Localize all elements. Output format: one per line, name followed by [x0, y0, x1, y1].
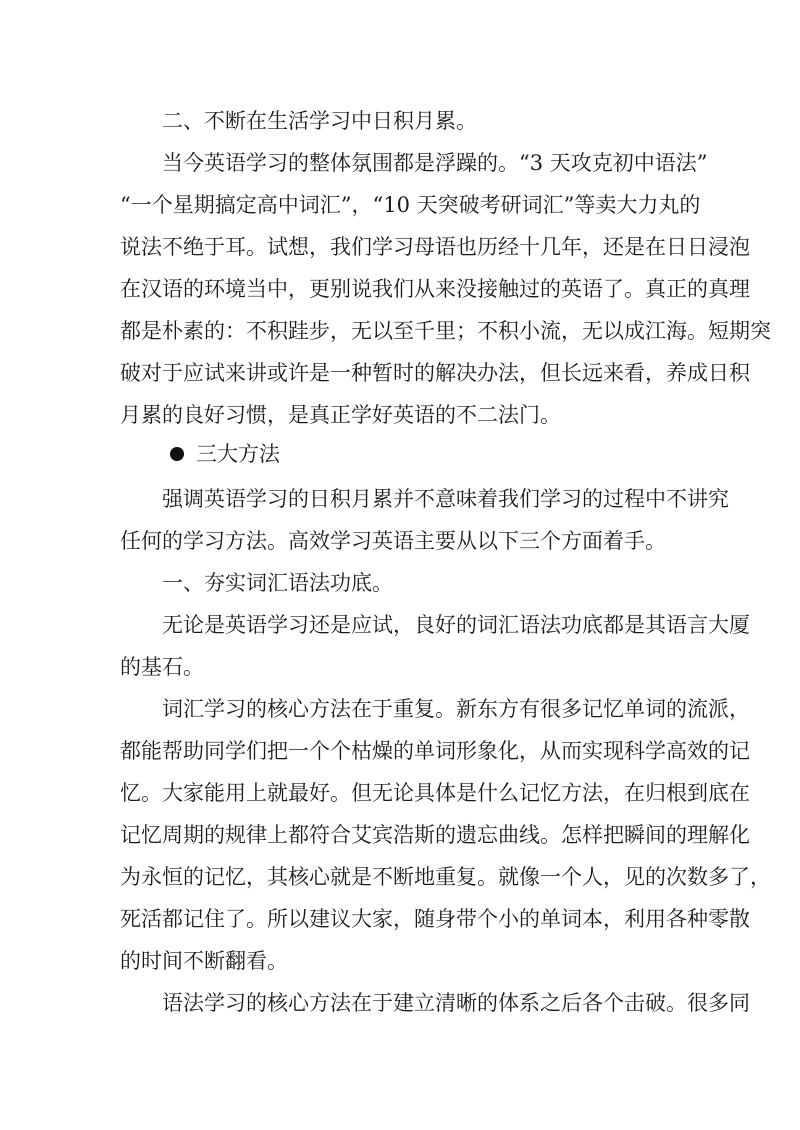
bullet-heading: 三大方法 [196, 442, 280, 466]
paragraph-line: 都能帮助同学们把一个个枯燥的单词形象化，从而实现科学高效的记 [120, 739, 750, 763]
paragraph-line: 破对于应试来讲或许是一种暂时的解决办法，但长远来看，养成日积 [120, 361, 750, 385]
paragraph-line: “一个星期搞定高中词汇”，“10 天突破考研词汇”等卖大力丸的 [120, 193, 701, 217]
paragraph-line: 在汉语的环境当中，更别说我们从来没接触过的英语了。真正的真理 [120, 277, 750, 301]
section-heading-1: 一、夯实词汇语法功底。 [162, 571, 393, 595]
bullet-icon [170, 447, 184, 461]
paragraph-line: 的时间不断翻看。 [120, 949, 288, 973]
paragraph-line: 词汇学习的核心方法在于重复。新东方有很多记忆单词的流派， [162, 697, 750, 721]
section-heading-2: 二、不断在生活学习中日积月累。 [162, 109, 477, 133]
paragraph-line: 月累的良好习惯，是真正学好英语的不二法门。 [120, 403, 561, 427]
paragraph-line: 无论是英语学习还是应试，良好的词汇语法功底都是其语言大厦 [162, 613, 750, 637]
paragraph-line: 为永恒的记忆，其核心就是不断地重复。就像一个人，见的次数多了， [120, 865, 771, 889]
paragraph-line: 忆。大家能用上就最好。但无论具体是什么记忆方法，在归根到底在 [120, 781, 750, 805]
paragraph-line: 的基石。 [120, 655, 204, 679]
paragraph-line: 强调英语学习的日积月累并不意味着我们学习的过程中不讲究 [162, 487, 729, 511]
paragraph-line: 记忆周期的规律上都符合艾宾浩斯的遗忘曲线。怎样把瞬间的理解化 [120, 823, 750, 847]
paragraph-line: 任何的学习方法。高效学习英语主要从以下三个方面着手。 [120, 529, 666, 553]
paragraph-line: 死活都记住了。所以建议大家，随身带个小的单词本，利用各种零散 [120, 907, 750, 931]
paragraph-line: 说法不绝于耳。试想，我们学习母语也历经十几年，还是在日日浸泡 [120, 235, 750, 259]
paragraph-line: 都是朴素的：不积跬步，无以至千里；不积小流，无以成江海。短期突 [120, 319, 771, 343]
paragraph-line: 语法学习的核心方法在于建立清晰的体系之后各个击破。很多同 [162, 991, 750, 1015]
paragraph-line: 当今英语学习的整体氛围都是浮躁的。“3 天攻克初中语法” [162, 151, 708, 175]
